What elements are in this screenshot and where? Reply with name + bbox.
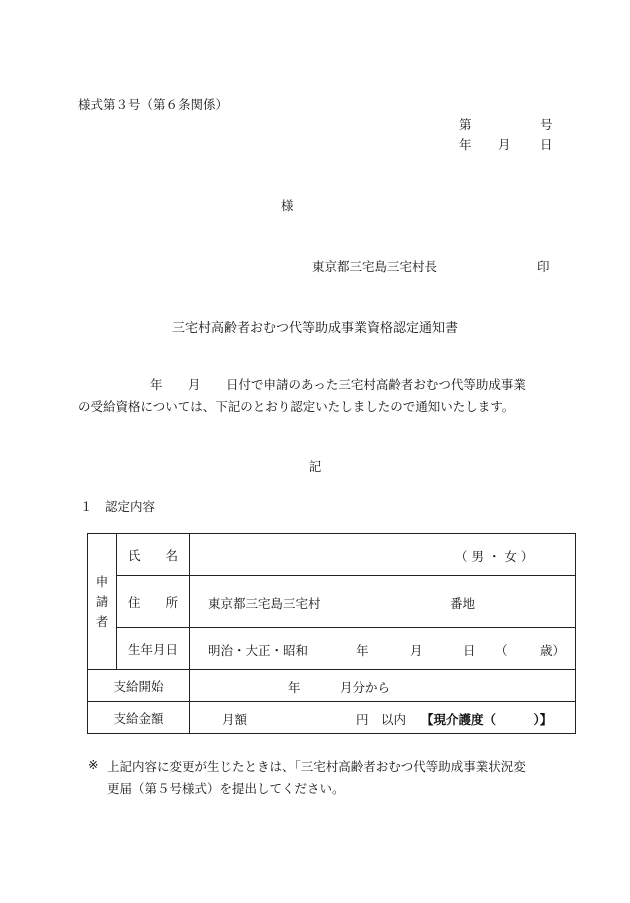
document-title: 三宅村高齢者おむつ代等助成事業資格認定通知書 xyxy=(171,321,458,336)
birthdate-label: 生年月日 xyxy=(117,628,190,670)
date-day: 日 xyxy=(540,137,553,152)
birth-year: 年 xyxy=(356,643,369,658)
body-line2: の受給資格については、下記のとおり認定いたしましたので通知いたします。 xyxy=(78,399,515,414)
address-cell xyxy=(190,576,576,628)
number-suffix: 号 xyxy=(540,117,553,132)
number-prefix: 第 xyxy=(459,117,472,132)
date-year: 年 xyxy=(459,137,472,152)
birthdate-cell xyxy=(190,628,576,670)
ki-heading: 記 xyxy=(308,459,322,474)
age-close: 歳） xyxy=(540,643,566,658)
monthly-label: 月額 xyxy=(222,712,248,727)
body-month: 月 xyxy=(188,377,201,392)
body-year: 年 xyxy=(150,377,163,392)
address-prefix: 東京都三宅島三宅村 xyxy=(208,596,321,611)
body-line1: 日付で申請のあった三宅村高齢者おむつ代等助成事業 xyxy=(226,377,526,392)
section-title: １ 認定内容 xyxy=(80,499,156,514)
yen-limit: 円 以内 xyxy=(356,712,407,727)
start-label: 支給開始 xyxy=(88,670,190,702)
address-label: 住 所 xyxy=(117,576,190,628)
name-cell xyxy=(190,534,576,576)
form-number: 様式第３号（第６条関係） xyxy=(78,97,229,112)
addressee-suffix: 様 xyxy=(281,198,294,213)
note-line1: 上記内容に変更が生じたときは、「三宅村高齢者おむつ代等助成事業状況変 xyxy=(107,759,526,774)
amount-cell xyxy=(190,702,576,734)
birth-month: 月 xyxy=(410,643,423,658)
care-level: 【現介護度（ ）】 xyxy=(421,712,553,727)
issuer-name: 東京都三宅島三宅村長 xyxy=(312,259,438,274)
date-month: 月 xyxy=(498,137,511,152)
note-line2: 更届（第５号様式）を提出してください。 xyxy=(107,781,345,796)
amount-label: 支給金額 xyxy=(88,702,190,734)
birth-day: 日 xyxy=(463,643,476,658)
note-mark: ※ xyxy=(88,757,99,772)
age-open: （ xyxy=(495,643,508,658)
certification-table xyxy=(87,533,576,734)
start-year: 年 xyxy=(288,680,301,695)
gender-choice: （ 男 ・ 女 ） xyxy=(455,549,534,564)
start-month-from: 月分から xyxy=(340,680,391,695)
banchi-label: 番地 xyxy=(450,596,476,611)
start-cell xyxy=(190,670,576,702)
name-label: 氏 名 xyxy=(117,534,190,576)
era-choice: 明治・大正・昭和 xyxy=(208,643,309,658)
applicant-label: 申請者 xyxy=(88,534,117,670)
seal-mark: 印 xyxy=(537,259,550,274)
